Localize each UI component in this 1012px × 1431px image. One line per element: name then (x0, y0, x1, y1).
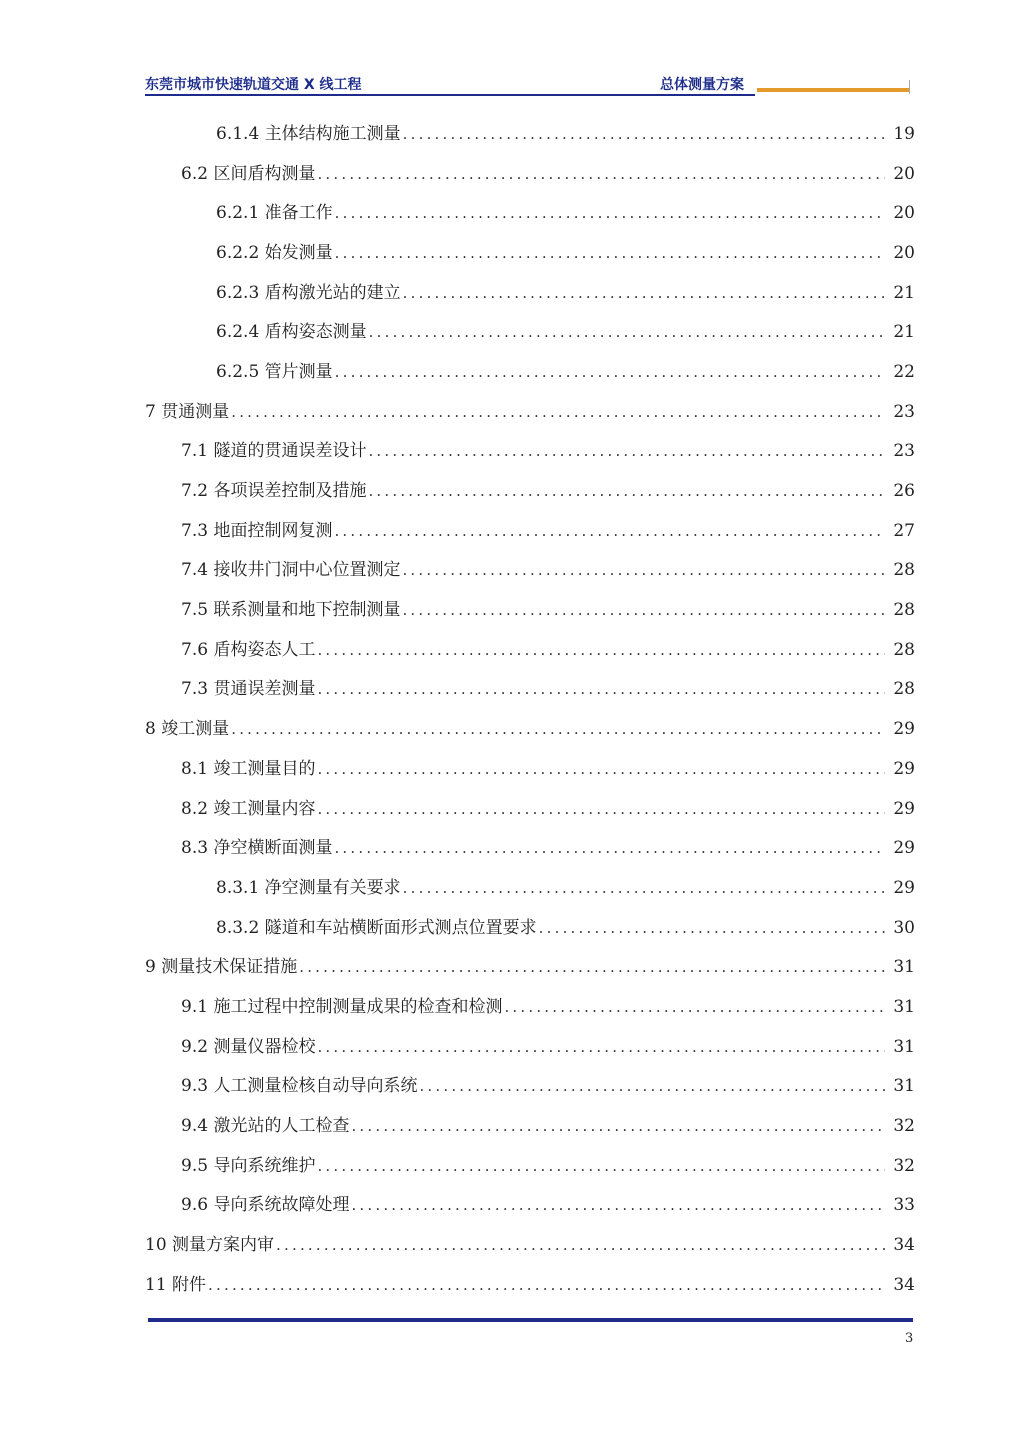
toc-entry-page: 29 (893, 838, 915, 859)
toc-leader-dots (369, 322, 885, 342)
toc-entry[interactable] (145, 312, 915, 352)
toc-entry[interactable] (145, 511, 915, 551)
toc-leader-dots (335, 362, 885, 382)
toc-entry-page: 28 (893, 679, 915, 700)
toc-entry[interactable] (145, 114, 915, 154)
toc-entry[interactable] (145, 1146, 915, 1186)
toc-leader-dots (539, 918, 885, 938)
toc-entry-label: 8.3 净空横断面测量 (181, 838, 333, 859)
toc-entry[interactable] (145, 670, 915, 710)
toc-entry-page: 30 (893, 917, 915, 938)
toc-entry-label: 9.1 施工过程中控制测量成果的检查和检测 (181, 996, 503, 1017)
toc-leader-dots (403, 283, 885, 303)
toc-entry-label: 9.6 导向系统故障处理 (181, 1195, 350, 1216)
toc-entry[interactable] (145, 709, 915, 749)
toc-entry[interactable] (145, 868, 915, 908)
toc-entry-label: 9.4 激光站的人工检查 (181, 1116, 350, 1137)
toc-leader-dots (402, 600, 885, 620)
toc-entry-page: 22 (893, 361, 915, 382)
toc-leader-dots (334, 521, 885, 541)
toc-leader-dots (317, 1037, 885, 1057)
toc-entry[interactable] (145, 789, 915, 829)
toc-leader-dots (403, 124, 885, 144)
toc-leader-dots (317, 679, 885, 699)
table-of-contents (145, 114, 915, 1305)
toc-entry[interactable] (145, 828, 915, 868)
toc-entry-page: 29 (893, 798, 915, 819)
toc-entry-label: 9.2 测量仪器检校 (181, 1036, 316, 1057)
toc-leader-dots (317, 640, 885, 660)
toc-entry-label: 6.2.5 管片测量 (216, 361, 333, 382)
toc-entry-page: 29 (893, 877, 915, 898)
toc-entry-label: 11 附件 (145, 1274, 207, 1295)
toc-entry[interactable] (145, 1067, 915, 1107)
toc-entry-page: 20 (893, 163, 915, 184)
toc-entry-page: 28 (893, 600, 915, 621)
toc-entry-page: 31 (893, 996, 915, 1017)
toc-entry-label: 9.5 导向系统维护 (181, 1155, 316, 1176)
toc-entry-label: 7 贯通测量 (145, 401, 230, 422)
toc-leader-dots (419, 1076, 885, 1096)
toc-entry-page: 33 (893, 1195, 915, 1216)
footer-rule (148, 1318, 913, 1322)
toc-leader-dots (368, 481, 885, 501)
toc-leader-dots (368, 441, 885, 461)
toc-entry[interactable] (145, 749, 915, 789)
toc-entry[interactable] (145, 987, 915, 1027)
toc-entry-page: 21 (893, 322, 915, 343)
toc-entry-label: 8 竣工测量 (145, 719, 230, 740)
toc-entry-label: 6.2.3 盾构激光站的建立 (216, 282, 401, 303)
toc-entry-page: 23 (893, 401, 915, 422)
toc-leader-dots (231, 402, 885, 422)
toc-entry-page: 34 (893, 1235, 915, 1256)
toc-leader-dots (402, 560, 885, 580)
toc-leader-dots (351, 1195, 885, 1215)
toc-entry-page: 19 (893, 123, 915, 144)
toc-entry[interactable] (145, 947, 915, 987)
toc-entry[interactable] (145, 551, 915, 591)
toc-leader-dots (504, 997, 885, 1017)
toc-entry-label: 7.4 接收井门洞中心位置测定 (181, 560, 401, 581)
toc-entry[interactable] (145, 471, 915, 511)
toc-entry-page: 31 (893, 1076, 915, 1097)
toc-entry-page: 27 (893, 520, 915, 541)
toc-entry[interactable] (145, 908, 915, 948)
toc-leader-dots (231, 719, 885, 739)
toc-entry[interactable] (145, 352, 915, 392)
toc-entry[interactable] (145, 1186, 915, 1226)
toc-entry-page: 28 (893, 639, 915, 660)
toc-leader-dots (334, 838, 885, 858)
toc-entry-label: 7.3 贯通误差测量 (181, 679, 316, 700)
toc-leader-dots (317, 1156, 885, 1176)
toc-entry-label: 8.2 竣工测量内容 (181, 798, 316, 819)
toc-entry-page: 29 (893, 719, 915, 740)
toc-entry-page: 26 (893, 481, 915, 502)
toc-entry[interactable] (145, 193, 915, 233)
page-header (145, 70, 913, 96)
toc-entry-page: 28 (893, 560, 915, 581)
toc-leader-dots (335, 243, 885, 263)
toc-entry-label: 8.1 竣工测量目的 (181, 758, 316, 779)
toc-leader-dots (208, 1275, 885, 1295)
header-document-title: 总体测量方案 (660, 77, 744, 93)
toc-entry[interactable] (145, 392, 915, 432)
toc-entry-page: 34 (893, 1274, 915, 1295)
toc-entry-page: 32 (893, 1116, 915, 1137)
toc-entry-page: 21 (893, 282, 915, 303)
toc-entry-label: 7.6 盾构姿态人工 (181, 639, 316, 660)
header-project-title: 东莞市城市快速轨道交通 X 线工程 (145, 77, 362, 93)
toc-leader-dots (335, 203, 885, 223)
toc-entry[interactable] (145, 233, 915, 273)
toc-entry-page: 23 (893, 441, 915, 462)
toc-entry-label: 6.2.2 始发测量 (216, 242, 333, 263)
toc-entry-label: 9 测量技术保证措施 (145, 957, 298, 978)
toc-leader-dots (403, 878, 885, 898)
toc-leader-dots (317, 164, 885, 184)
toc-entry-page: 32 (893, 1155, 915, 1176)
header-blue-rule (145, 94, 755, 96)
toc-entry-label: 8.3.2 隧道和车站横断面形式测点位置要求 (216, 917, 537, 938)
toc-entry-page: 20 (893, 242, 915, 263)
toc-entry[interactable] (145, 1225, 915, 1265)
toc-entry-page: 20 (893, 203, 915, 224)
toc-entry-page: 29 (893, 758, 915, 779)
toc-entry-label: 6.2 区间盾构测量 (181, 163, 316, 184)
toc-entry[interactable] (145, 630, 915, 670)
toc-leader-dots (317, 759, 885, 779)
toc-entry-label: 6.2.1 准备工作 (216, 203, 333, 224)
toc-entry-label: 7.2 各项误差控制及措施 (181, 481, 367, 502)
toc-leader-dots (317, 799, 885, 819)
toc-entry-label: 6.1.4 主体结构施工测量 (216, 123, 401, 144)
toc-entry[interactable] (145, 1106, 915, 1146)
toc-entry-label: 6.2.4 盾构姿态测量 (216, 322, 367, 343)
page-number: 3 (905, 1331, 914, 1346)
toc-entry-page: 31 (893, 957, 915, 978)
toc-entry[interactable] (145, 154, 915, 194)
toc-entry-label: 7.1 隧道的贯通误差设计 (181, 441, 367, 462)
header-orange-rule (757, 88, 909, 92)
header-tick-mark (909, 80, 910, 94)
toc-leader-dots (276, 1235, 885, 1255)
toc-entry-label: 9.3 人工测量检核自动导向系统 (181, 1076, 418, 1097)
toc-entry-page: 31 (893, 1036, 915, 1057)
toc-entry[interactable] (145, 1027, 915, 1067)
toc-entry[interactable] (145, 590, 915, 630)
toc-entry-label: 7.5 联系测量和地下控制测量 (181, 600, 401, 621)
toc-entry-label: 7.3 地面控制网复测 (181, 520, 333, 541)
toc-entry-label: 10 测量方案内审 (145, 1235, 275, 1256)
toc-entry-label: 8.3.1 净空测量有关要求 (216, 877, 401, 898)
toc-leader-dots (351, 1116, 885, 1136)
toc-entry[interactable] (145, 1265, 915, 1305)
toc-entry[interactable] (145, 273, 915, 313)
toc-leader-dots (299, 957, 885, 977)
toc-entry[interactable] (145, 432, 915, 472)
